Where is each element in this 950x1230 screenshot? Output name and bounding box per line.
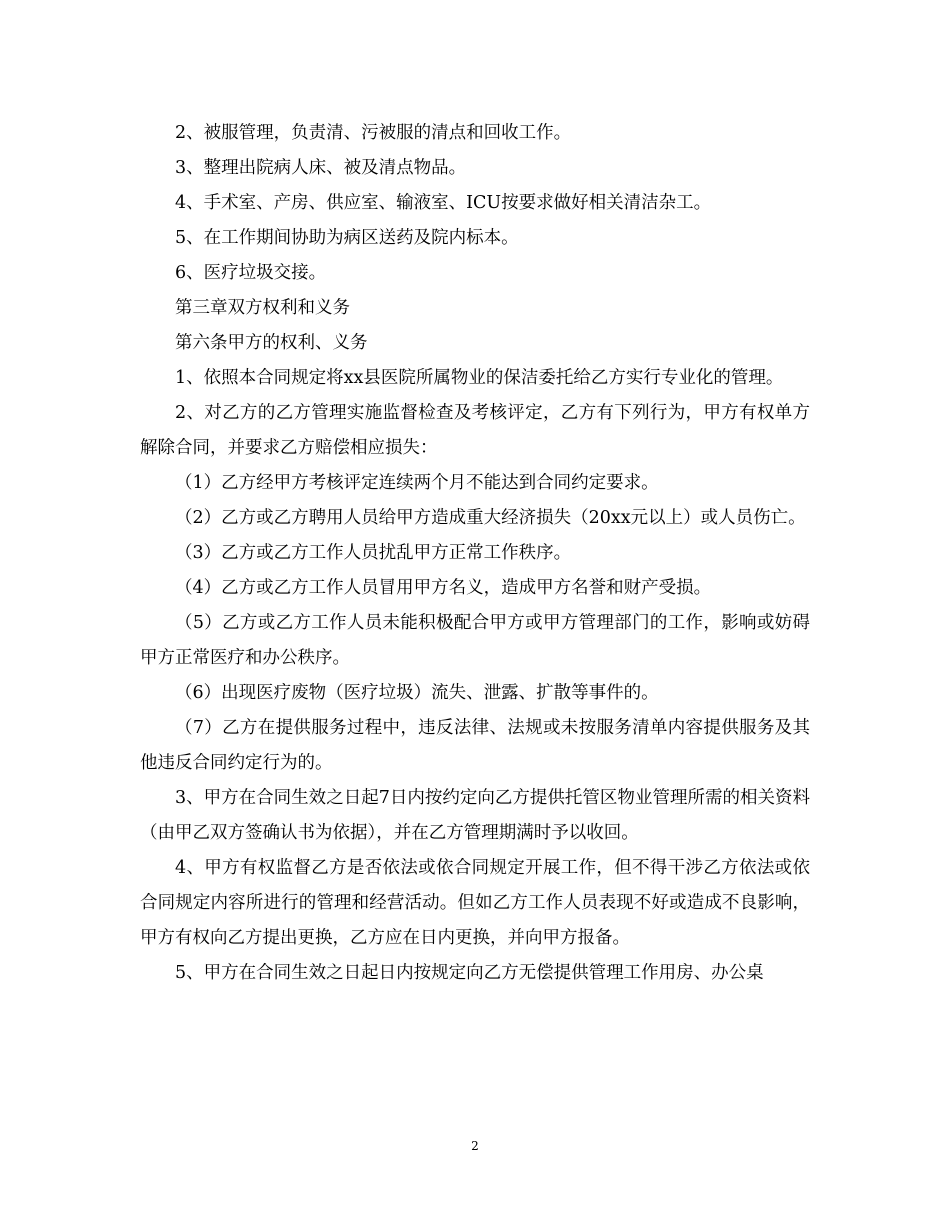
list-item: 4、甲方有权监督乙方是否依法或依合同规定开展工作，但不得干涉乙方依法或依合同规定内容所进行的管理和经营活动。但如乙方工作人员表现不好或造成不良影响，甲方有权向乙方提出更换，乙方应在日内更换，并向甲方报备。 <box>140 858 810 948</box>
sub-list-item: （3）乙方或乙方工作人员扰乱甲方正常工作秩序。 <box>175 543 572 563</box>
sub-list-item: （2）乙方或乙方聘用人员给甲方造成重大经济损失（20xx元以上）或人员伤亡。 <box>175 508 806 528</box>
list-item: 6、医疗垃圾交接。 <box>175 263 327 283</box>
sub-list-item: （1）乙方经甲方考核评定连续两个月不能达到合同约定要求。 <box>175 473 659 493</box>
sub-list-item: （5）乙方或乙方工作人员未能积极配合甲方或甲方管理部门的工作，影响或妨碍甲方正常医疗和办公秩序。 <box>140 613 810 668</box>
list-item: 5、在工作期间协助为病区送药及院内标本。 <box>175 228 519 248</box>
sub-list-item: （4）乙方或乙方工作人员冒用甲方名义，造成甲方名誉和财产受损。 <box>175 578 712 598</box>
list-item: 3、甲方在合同生效之日起7日内按约定向乙方提供托管区物业管理所需的相关资料（由甲乙双方签确认书为依据），并在乙方管理期满时予以收回。 <box>140 788 810 843</box>
list-item: 2、被服管理，负责清、污被服的清点和回收工作。 <box>175 123 572 143</box>
list-item: 4、手术室、产房、供应室、输液室、ICU按要求做好相关清洁杂工。 <box>175 193 712 213</box>
article-heading: 第六条甲方的权利、义务 <box>175 333 368 353</box>
document-body <box>140 116 810 991</box>
list-item: 3、整理出院病人床、被及清点物品。 <box>175 158 467 178</box>
list-item: 2、对乙方的乙方管理实施监督检查及考核评定，乙方有下列行为，甲方有权单方解除合同，并要求乙方赔偿相应损失： <box>140 403 810 458</box>
chapter-heading: 第三章双方权利和义务 <box>175 298 350 318</box>
list-item: 1、依照本合同规定将xx县医院所属物业的保洁委托给乙方实行专业化的管理。 <box>175 368 784 388</box>
sub-list-item: （6）出现医疗废物（医疗垃圾）流失、泄露、扩散等事件的。 <box>175 683 659 703</box>
page-number: 2 <box>471 1139 479 1153</box>
list-item: 5、甲方在合同生效之日起日内按规定向乙方无偿提供管理工作用房、办公桌 <box>175 963 764 983</box>
sub-list-item: （7）乙方在提供服务过程中，违反法律、法规或未按服务清单内容提供服务及其他违反合同约定行为的。 <box>140 718 810 773</box>
